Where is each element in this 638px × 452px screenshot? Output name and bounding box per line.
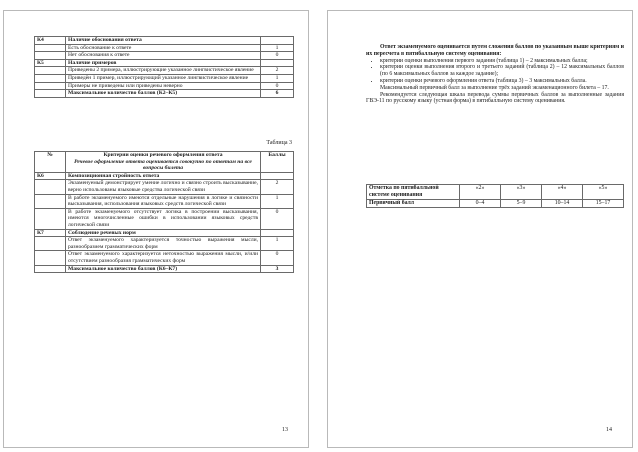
criterion-points: 2: [261, 180, 294, 194]
criterion-points: [261, 172, 294, 180]
left-page: [3, 10, 309, 448]
criterion-points: 0: [261, 82, 294, 90]
table-row: [35, 251, 294, 265]
recommendation-paragraph: Рекомендуется следующая шкала перевода суммы первичных баллов за выполненные задания ГВЭ-11 по русскому языку (устная форма) в пятибалльную систему оценивания.: [366, 91, 624, 105]
criterion-description: Нет обоснования к ответе: [66, 52, 261, 60]
score-row: [367, 200, 624, 208]
grade-cell: «2»: [460, 185, 501, 200]
grade-scale-table: [366, 184, 624, 208]
criterion-code: [35, 251, 66, 265]
criterion-code: [35, 74, 66, 82]
criterion-points: 0: [261, 52, 294, 60]
criterion-description: Ответ экзаменуемого характеризуется неточностью выражения мысли, и/или отсутствием разнообразия грамматических форм: [66, 251, 261, 265]
criterion-code: К4: [35, 37, 66, 45]
criterion-points: 0: [261, 251, 294, 265]
criterion-description: Примеры не приведены или приведены неверно: [66, 82, 261, 90]
grade-row-label: Отметка по пятибалльной системе оценивания: [367, 185, 460, 200]
criterion-points: 0: [261, 208, 294, 229]
criterion-code: [35, 237, 66, 251]
table-row: [35, 229, 294, 237]
criterion-code: [35, 67, 66, 75]
table-row: [35, 265, 294, 273]
criterion-description: Соблюдение речевых норм: [66, 229, 261, 237]
score-range-cell: 0–4: [460, 200, 501, 208]
criterion-code: [35, 265, 66, 273]
max-score-paragraph: Максимальный первичный балл за выполнение трёх заданий экзаменационного билета – 17.: [380, 84, 609, 91]
criterion-points: 6: [261, 90, 294, 98]
criterion-description: Приведены 2 примера, иллюстрирующие указанное лингвистическое явление: [66, 67, 261, 75]
criterion-code: К6: [35, 172, 66, 180]
criterion-code: К5: [35, 59, 66, 67]
table-row: [35, 74, 294, 82]
grade-cell: «4»: [542, 185, 583, 200]
criteria-list-item: • критерии оценки речевого оформления ответа (таблица 3) – 3 максимальных балла.: [380, 78, 624, 85]
table-row: [35, 52, 294, 60]
criterion-description: В работе экзаменуемого отсутствует логика в построении высказывания, имеются многочисленные ошибки в использовании языковых средств логической связи: [66, 208, 261, 229]
table-row: [35, 172, 294, 180]
criterion-description: Композиционная стройность ответа: [66, 172, 261, 180]
right-page: [327, 10, 633, 448]
table-row: [35, 208, 294, 229]
criterion-description: Максимальное количество баллов (К2–К5): [66, 90, 261, 98]
criterion-description: Наличие обоснования ответа: [66, 37, 261, 45]
criterion-description: Есть обоснование к ответе: [66, 44, 261, 52]
criterion-code: [35, 180, 66, 194]
criterion-code: [35, 208, 66, 229]
grade-cell: «3»: [501, 185, 542, 200]
criterion-code: [35, 90, 66, 98]
criterion-description: Максимальное количество баллов (К6–К7): [66, 265, 261, 273]
criteria-table-speech: [34, 151, 294, 273]
page-number: 13: [282, 427, 288, 433]
table-row: [35, 37, 294, 45]
criterion-points: 2: [261, 67, 294, 75]
table-row: [35, 82, 294, 90]
table-number-label: Таблица 3: [266, 140, 292, 146]
header-subtitle: Речевое оформление ответа оценивается совокупно по ответам на все вопросы билета: [74, 158, 252, 172]
intro-paragraph: Ответ экзаменуемого оценивается путем сложения баллов по указанным выше критериям и их пересчета в пятибалльную систему оценивания:: [366, 44, 624, 57]
score-range-cell: 15–17: [583, 200, 624, 208]
table-row: [35, 59, 294, 67]
table-row: [35, 180, 294, 194]
header-number: №: [35, 152, 66, 173]
table-header-row: [35, 152, 294, 173]
table-row: [35, 194, 294, 208]
criterion-description: Экзаменуемый демонстрирует умение логично и связно строить высказывание, верно использованы языковые средства логической связи: [66, 180, 261, 194]
table-row: [35, 90, 294, 98]
evaluation-text: [366, 44, 624, 105]
grade-row: [367, 185, 624, 200]
criterion-description: Ответ экзаменуемого характеризуется точностью выражения мысли, разнообразием грамматических форм: [66, 237, 261, 251]
criterion-description: В работе экзаменуемого имеются отдельные нарушения в логике и связности высказывания, использования языковых средств логической связи: [66, 194, 261, 208]
criterion-points: 3: [261, 265, 294, 273]
criterion-code: [35, 194, 66, 208]
grade-cell: «5»: [583, 185, 624, 200]
criterion-points: 1: [261, 74, 294, 82]
table-row: [35, 67, 294, 75]
criteria-list: [366, 58, 624, 85]
score-range-cell: 10–14: [542, 200, 583, 208]
criterion-points: [261, 37, 294, 45]
criterion-points: [261, 59, 294, 67]
header-title-text: Критерии оценки речевого оформления ответа: [103, 152, 223, 158]
criterion-description: Наличие примеров: [66, 59, 261, 67]
criterion-code: [35, 44, 66, 52]
table-row: [35, 44, 294, 52]
criteria-list-item: • критерии оценки выполнения второго и третьего заданий (таблица 2) – 12 максимальных баллов (по 6 максимальных баллов за каждое задание);: [380, 64, 624, 78]
header-points: Баллы: [261, 152, 294, 173]
criterion-points: [261, 229, 294, 237]
table-row: [35, 237, 294, 251]
criteria-list-item: • критерии оценки выполнения первого задания (таблица 1) – 2 максимальных балла;: [380, 58, 624, 65]
criterion-code: [35, 52, 66, 60]
score-range-cell: 5–9: [501, 200, 542, 208]
criterion-code: К7: [35, 229, 66, 237]
header-title: [66, 152, 261, 173]
criterion-code: [35, 82, 66, 90]
score-row-label: Первичный балл: [367, 200, 460, 208]
criteria-table-k4-k5: [34, 36, 294, 98]
criterion-points: 1: [261, 194, 294, 208]
criterion-points: 1: [261, 44, 294, 52]
criterion-points: 1: [261, 237, 294, 251]
criterion-description: Приведён 1 пример, иллюстрирующий указанное лингвистическое явление: [66, 74, 261, 82]
page-number: 14: [606, 427, 612, 433]
